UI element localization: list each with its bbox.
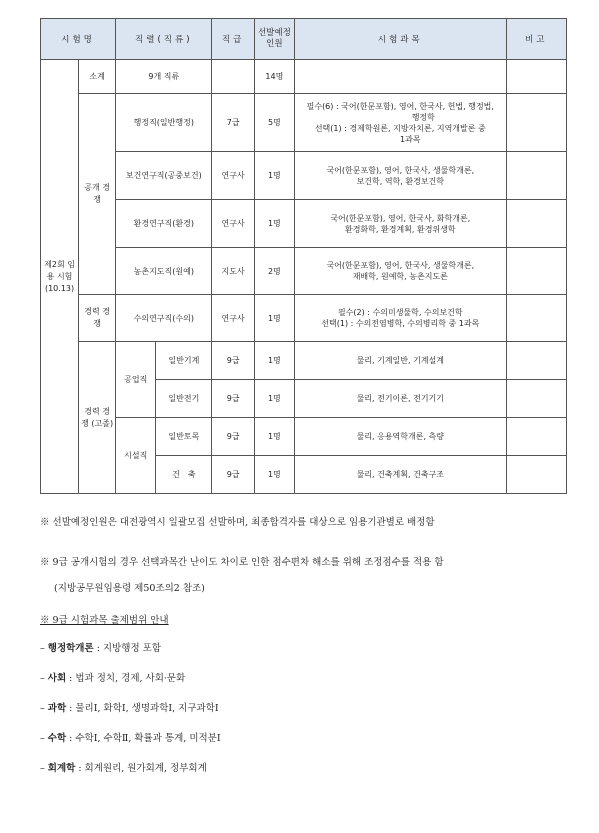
scope-item: – 행정학개론 : 지방행정 포함	[40, 643, 161, 654]
group-industrial: 공업직	[116, 342, 156, 418]
scope-item: – 과학 : 물리Ⅰ, 화학Ⅰ, 생명과학Ⅰ, 지구과학Ⅰ	[40, 703, 219, 714]
header-job: 직렬(직류)	[116, 19, 212, 60]
row-job: 보건연구직(공중보건)	[116, 152, 212, 200]
table-row	[41, 94, 567, 152]
row-count: 1명	[254, 418, 294, 456]
row-grade: 연구사	[212, 152, 254, 200]
row-count: 1명	[254, 456, 294, 494]
note-reference: (지방공무원임용령 제50조의2 참조)	[54, 583, 205, 594]
row-job: 농촌지도직(원예)	[116, 248, 212, 295]
scope-item-text: : 지방행정 포함	[93, 643, 161, 654]
row-subjects: 물리, 건축계획, 건축구조	[294, 456, 506, 494]
table-row	[41, 200, 567, 248]
table-row	[41, 342, 567, 380]
table-row	[41, 248, 567, 295]
subtotal-job: 9개 직류	[116, 60, 212, 94]
row-job: 행정직(일반행정)	[116, 94, 212, 152]
row-grade: 지도사	[212, 248, 254, 295]
scope-item-text: : 회계원리, 원가회계, 정부회계	[75, 763, 207, 774]
note-scope-title: ※ 9급 시험과목 출제범위 안내	[40, 615, 169, 626]
note-adjusted-score: ※ 9급 공개시험의 경우 선택과목간 난이도 차이로 인한 점수편차 해소를 위해 조정점수를 적용 함	[40, 557, 444, 568]
group-career-hs: 경력 경쟁 (고졸)	[79, 342, 116, 494]
row-count: 1명	[254, 380, 294, 418]
row-grade: 7급	[212, 94, 254, 152]
scope-item: – 수학 : 수학Ⅰ, 수학Ⅱ, 확률과 통계, 미적분Ⅰ	[40, 733, 221, 744]
subtotal-label: 소계	[79, 60, 116, 94]
group-open: 공개 경쟁	[79, 94, 116, 295]
scope-item-text: : 물리Ⅰ, 화학Ⅰ, 생명과학Ⅰ, 지구과학Ⅰ	[66, 703, 219, 714]
row-count: 1명	[254, 200, 294, 248]
header-exam: 시험명	[41, 19, 116, 60]
header-count: 선발예정 인원	[254, 19, 294, 60]
row-subjects: 물리, 전기이론, 전기기기	[294, 380, 506, 418]
row-grade: 9급	[212, 342, 254, 380]
scope-item-label: 수학	[47, 733, 67, 744]
row-job: 일반토목	[156, 418, 212, 456]
exam-table	[40, 18, 567, 494]
row-grade: 9급	[212, 418, 254, 456]
row-subjects: 필수(2) : 수의미생물학, 수의보건학 선택(1) : 수의전염병학, 수의병리학 중 1과목	[294, 295, 506, 342]
row-count: 1명	[254, 342, 294, 380]
header-subjects: 시험과목	[294, 19, 506, 60]
row-job: 수의연구직(수의)	[116, 295, 212, 342]
scope-item-text: : 수학Ⅰ, 수학Ⅱ, 확률과 통계, 미적분Ⅰ	[66, 733, 221, 744]
table-row	[41, 60, 567, 94]
row-subjects: 국어(한문포함), 영어, 한국사, 화학개론, 환경화학, 환경계획, 환경위생학	[294, 200, 506, 248]
group-career: 경력 경쟁	[79, 295, 116, 342]
row-subjects: 물리, 기계일반, 기계설계	[294, 342, 506, 380]
row-count: 1명	[254, 152, 294, 200]
scope-item-label: 행정학개론	[47, 643, 94, 654]
row-count: 1명	[254, 295, 294, 342]
table-row	[41, 418, 567, 456]
table-row	[41, 295, 567, 342]
scope-item: – 사회 : 법과 정치, 경제, 사회·문화	[40, 673, 186, 684]
row-job: 건 축	[156, 456, 212, 494]
row-job: 환경연구직(환경)	[116, 200, 212, 248]
table-row	[41, 152, 567, 200]
exam-name: 제2회 임용 시험 (10.13)	[41, 60, 79, 494]
row-job: 일반기계	[156, 342, 212, 380]
scope-item: – 회계학 : 회계원리, 원가회계, 정부회계	[40, 763, 207, 774]
scope-item-label: 사회	[47, 673, 67, 684]
row-count: 2명	[254, 248, 294, 295]
note-allocation: ※ 선발예정인원은 대전광역시 일괄모집 선발하며, 최종합격자를 대상으로 임용기관별로 배정함	[40, 517, 435, 528]
header-note: 비고	[506, 19, 566, 60]
row-grade: 9급	[212, 380, 254, 418]
scope-item-text: : 법과 정치, 경제, 사회·문화	[66, 673, 186, 684]
group-facility: 시설직	[116, 418, 156, 494]
row-grade: 연구사	[212, 295, 254, 342]
scope-item-label: 과학	[47, 703, 67, 714]
row-subjects: 국어(한문포함), 영어, 한국사, 생물학개론, 보건학, 역학, 환경보건학	[294, 152, 506, 200]
row-grade: 9급	[212, 456, 254, 494]
scope-item-label: 회계학	[47, 763, 76, 774]
row-subjects: 물리, 응용역학개론, 측량	[294, 418, 506, 456]
row-grade: 연구사	[212, 200, 254, 248]
row-count: 5명	[254, 94, 294, 152]
row-job: 일반전기	[156, 380, 212, 418]
subtotal-count: 14명	[254, 60, 294, 94]
row-subjects: 필수(6) : 국어(한문포함), 영어, 한국사, 헌법, 행정법, 행정학 선택(1) : 경제학원론, 지방자치론, 지역개발론 중 1과목	[294, 94, 506, 152]
table-header	[41, 19, 567, 60]
header-grade: 직급	[212, 19, 254, 60]
row-subjects: 국어(한문포함), 영어, 한국사, 생물학개론, 재배학, 원예학, 농촌지도론	[294, 248, 506, 295]
